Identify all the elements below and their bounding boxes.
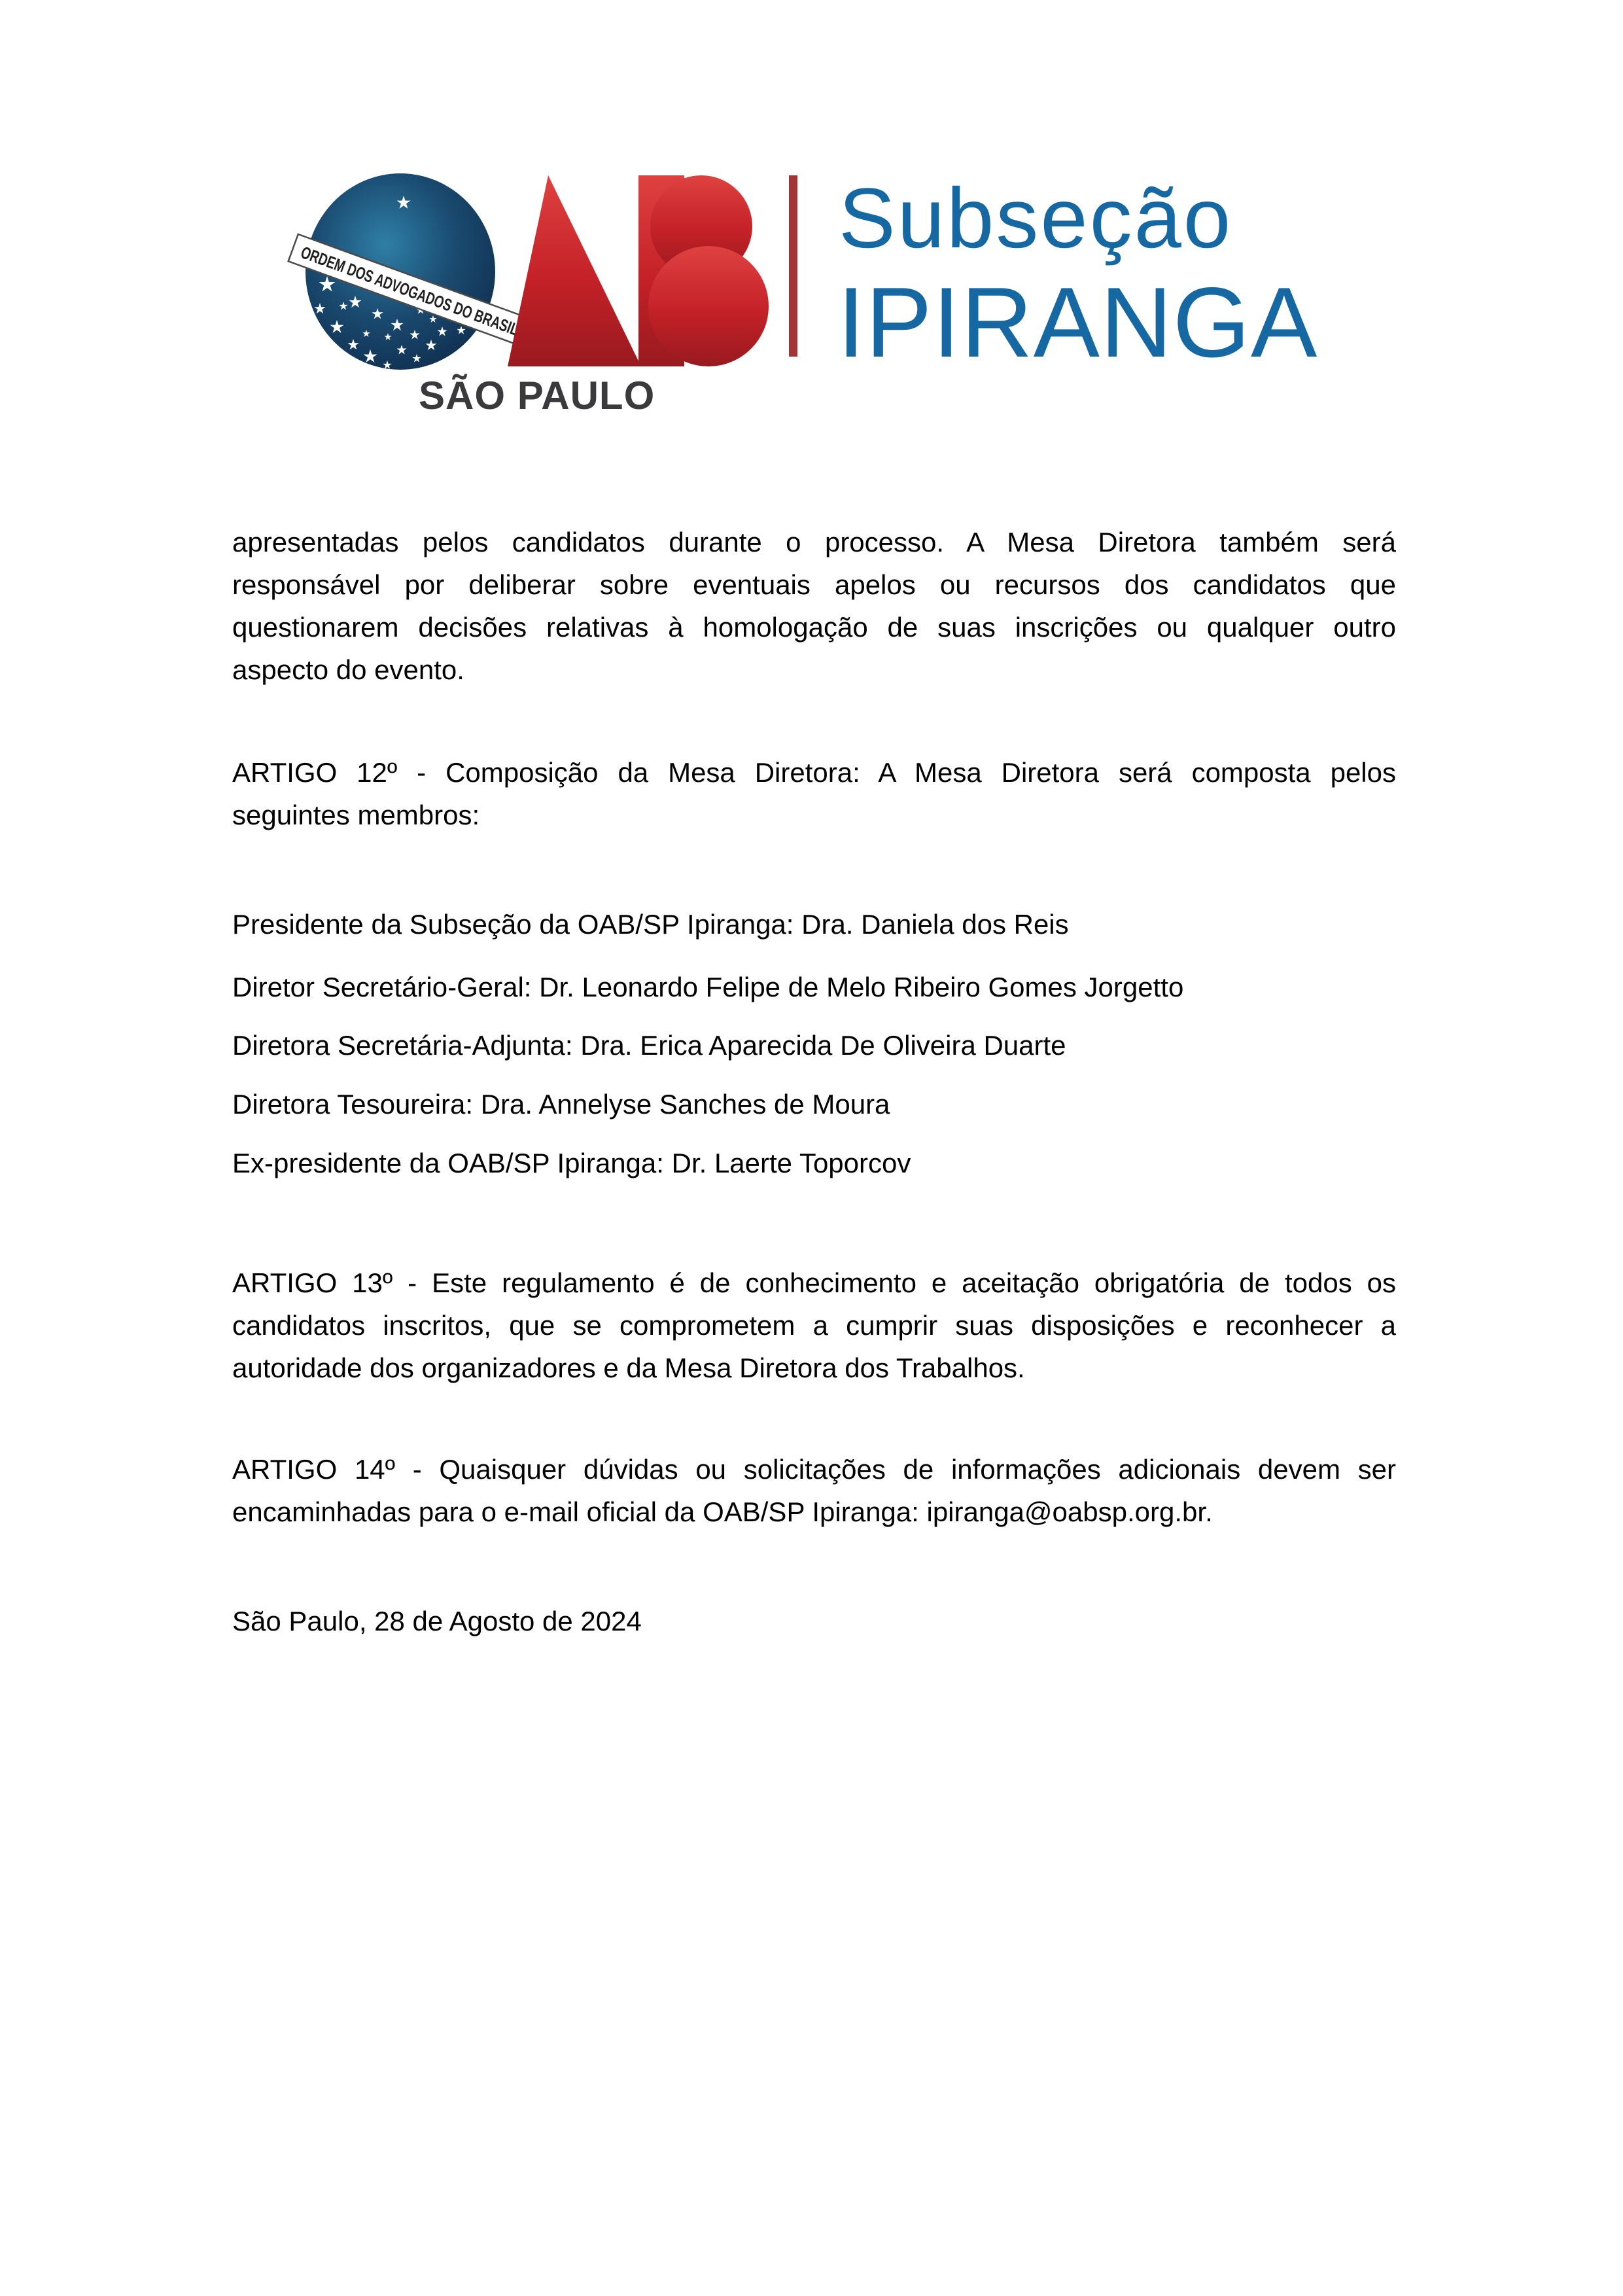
text-line: seguintes membros: xyxy=(232,800,480,830)
member-line-secretario-geral: Diretor Secretário-Geral: Dr. Leonardo Felipe de Melo Ribeiro Gomes Jorgetto xyxy=(232,972,1184,1002)
date-line xyxy=(232,1600,1396,1642)
member-line-ex-presidente: Ex-presidente da OAB/SP Ipiranga: Dr. Laerte Toporcov xyxy=(232,1148,911,1178)
text-line: autoridade dos organizadores e da Mesa Diretora dos Trabalhos. xyxy=(232,1352,1025,1383)
text-line: ARTIGO 13º - Este regulamento é de conhecimento e aceitação obrigatória de todos os xyxy=(232,1267,1396,1298)
text-line: ARTIGO 12º - Composição da Mesa Diretora: A Mesa Diretora será composta pelos xyxy=(232,757,1396,788)
oab-letter-b-shape xyxy=(638,175,769,366)
logo-subsection-label: Subseção xyxy=(839,170,1233,266)
member-line-presidente: Presidente da Subseção da OAB/SP Ipiranga: Dra. Daniela dos Reis xyxy=(232,909,1069,940)
text-line: responsável por deliberar sobre eventuais apelos ou recursos dos candidatos que xyxy=(232,569,1396,600)
paragraph-artigo-13 xyxy=(232,1262,1396,1389)
text-line: São Paulo, 28 de Agosto de 2024 xyxy=(232,1606,642,1636)
text-line: encaminhadas para o e-mail oficial da OAB/SP Ipiranga: ipiranga@oabsp.org.br. xyxy=(232,1496,1213,1527)
text-line: aspecto do evento. xyxy=(232,654,464,685)
separator-bar xyxy=(789,175,797,357)
oab-letter-a-shape xyxy=(508,175,641,366)
logo-subsection-name: IPIRANGA xyxy=(837,267,1318,378)
member-line-tesoureira: Diretora Tesoureira: Dra. Annelyse Sanches de Moura xyxy=(232,1089,890,1120)
text-line: apresentadas pelos candidatos durante o processo. A Mesa Diretora também será xyxy=(232,527,1396,557)
paragraph-artigo-12 xyxy=(232,751,1396,836)
paragraph-artigo-14 xyxy=(232,1448,1396,1533)
text-line: candidatos inscritos, que se comprometem a cumprir suas disposições e reconhecer a xyxy=(232,1310,1396,1341)
text-line: questionarem decisões relativas à homologação de suas inscrições ou qualquer outro xyxy=(232,612,1396,643)
oab-logo xyxy=(0,0,1623,458)
text-line: ARTIGO 14º - Quaisquer dúvidas ou solicitações de informações adicionais devem ser xyxy=(232,1454,1396,1485)
logo-region-label: SÃO PAULO xyxy=(419,374,655,417)
member-line-secretaria-adjunta: Diretora Secretária-Adjunta: Dra. Erica Aparecida De Oliveira Duarte xyxy=(232,1030,1066,1061)
paragraph-intro xyxy=(232,521,1396,691)
banner-text: ORDEM DOS ADVOGADOS DO BRASIL xyxy=(298,242,605,370)
